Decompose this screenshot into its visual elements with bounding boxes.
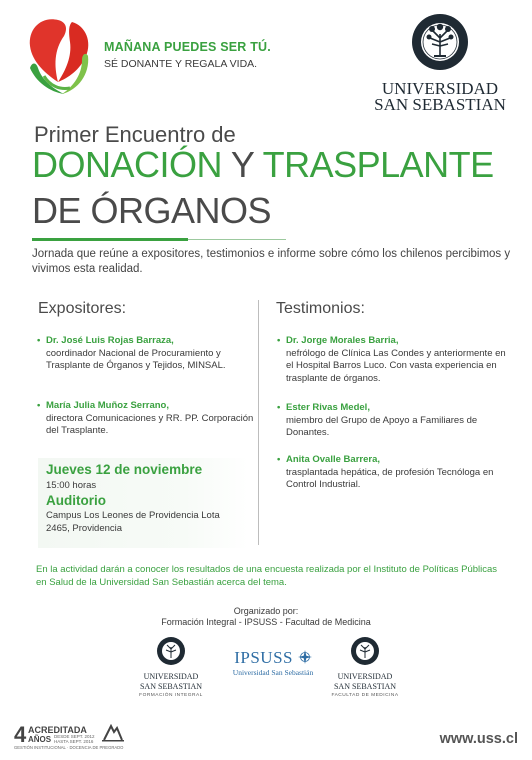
title-line-3: DE ÓRGANOS [32,190,272,231]
logo-name-line1: UNIVERSIDAD [143,672,199,681]
bullet: • [37,400,41,411]
closing-note: En la actividad darán a conocer los resultados de una encuesta realizada por el Instituto de Políticas Públicas en Salud de la Universidad San Sebastián acerca del tema. [36,564,498,588]
testimonio-name: Ester Rivas Medel, [286,402,370,413]
ipsuss-subtitle: Universidad San Sebastián [232,668,314,677]
testimonio-role: trasplantada hepática, de profesión Tecnóloga en Control Industrial. [286,466,494,490]
university-name [370,81,510,113]
accreditation-badge [14,724,144,750]
title-line-1: Primer Encuentro de [34,122,236,147]
event-venue: Auditorio [46,493,106,508]
university-seal-icon [350,636,380,666]
university-seal-icon [410,12,470,72]
testimonio-name: Anita Ovalle Barrera, [286,454,380,465]
expositor-item [37,400,254,438]
campaign-slogan [104,40,271,70]
accreditation-scope: GESTIÓN INSTITUCIONAL · DOCENCIA DE PREGRADO [14,745,124,750]
bullet: • [277,454,281,465]
website-url[interactable]: www.uss.cl [439,731,518,747]
lead-paragraph: Jornada que reúne a expositores, testimonios e informe sobre cómo los chilenos percibimos y vivimos esta realidad. [32,248,511,275]
title-line-2 [32,144,494,186]
ipsuss-acronym: IPSUSS [234,648,293,667]
logo-name-line1: UNIVERSIDAD [337,672,393,681]
testimonio-item [277,454,506,492]
ipsuss-logo [218,648,328,677]
university-seal-icon [156,636,186,666]
accreditation-years-number: 4 [14,722,27,747]
ipsuss-wordmark [218,648,328,668]
column-divider [258,300,259,545]
event-date: Jueves 12 de noviembre [46,462,203,477]
title-word-trasplante: TRASPLANTE [262,144,494,185]
facultad-medicina-logo [320,636,410,698]
title-underline [32,238,188,241]
expositor-role: coordinador Nacional de Procuramiento y Trasplante de Órganos y Tejidos, MINSAL. [46,347,226,371]
university-logo [370,12,510,113]
testimonios-heading: Testimonios: [276,300,365,317]
slogan-headline: MAÑANA PUEDES SER TÚ. [104,40,271,54]
expositor-role: directora Comunicaciones y RR. PP. Corporación del Trasplante. [46,412,254,436]
title-underline-tail [188,239,286,240]
logo-subunit: FORMACIÓN INTEGRAL [139,693,203,698]
cna-mark-icon [102,724,124,742]
slogan-subline: SÉ DONANTE Y REGALA VIDA. [104,58,258,70]
university-name-line2: SAN SEBASTIAN [374,95,506,114]
logo-name-line2: SAN SEBASTIAN [139,682,202,691]
bullet: • [37,335,41,346]
accreditation-date-to: HASTA SEPT. 2016 [54,739,94,744]
compass-star-icon [298,650,312,664]
donation-hands-heart-logo [24,16,96,98]
bullet: • [277,335,281,346]
accreditation-date-from: DESDE SEPT. 2012 [54,734,95,739]
logo-subunit: FACULTAD DE MEDICINA [331,693,399,698]
accreditation-word: ACREDITADA [28,725,87,735]
accreditation-dates [54,734,95,744]
expositor-name: Dr. José Luis Rojas Barraza, [46,335,174,346]
title-word-donacion: DONACIÓN [32,144,223,185]
event-time: 15:00 horas [46,480,97,491]
testimonio-role: miembro del Grupo de Apoyo a Familiares de Donantes. [286,414,478,438]
testimonio-item [277,335,506,385]
formacion-integral-logo [126,636,216,698]
organizers-units: Formación Integral - IPSUSS - Facultad de Medicina [161,617,371,627]
accreditation-years-word: AÑOS [28,735,52,744]
testimonio-role: nefrólogo de Clínica Las Condes y anteriormente en el Hospital Barros Luco. Con vasta experiencia en trasplante de órganos. [286,347,506,384]
university-name-line1: UNIVERSIDAD [381,79,499,98]
logo-name-line2: SAN SEBASTIAN [333,682,396,691]
expositor-name: María Julia Muñoz Serrano, [46,400,169,411]
title-word-y: Y [230,144,254,185]
organizers-label: Organizado por: [233,606,299,616]
event-address: Campus Los Leones de Providencia Lota 2465, Providencia [46,510,220,534]
testimonio-item [277,402,506,440]
bullet: • [277,402,281,413]
expositor-item [37,335,254,373]
testimonio-name: Dr. Jorge Morales Barria, [286,335,399,346]
expositores-heading: Expositores: [38,300,127,317]
